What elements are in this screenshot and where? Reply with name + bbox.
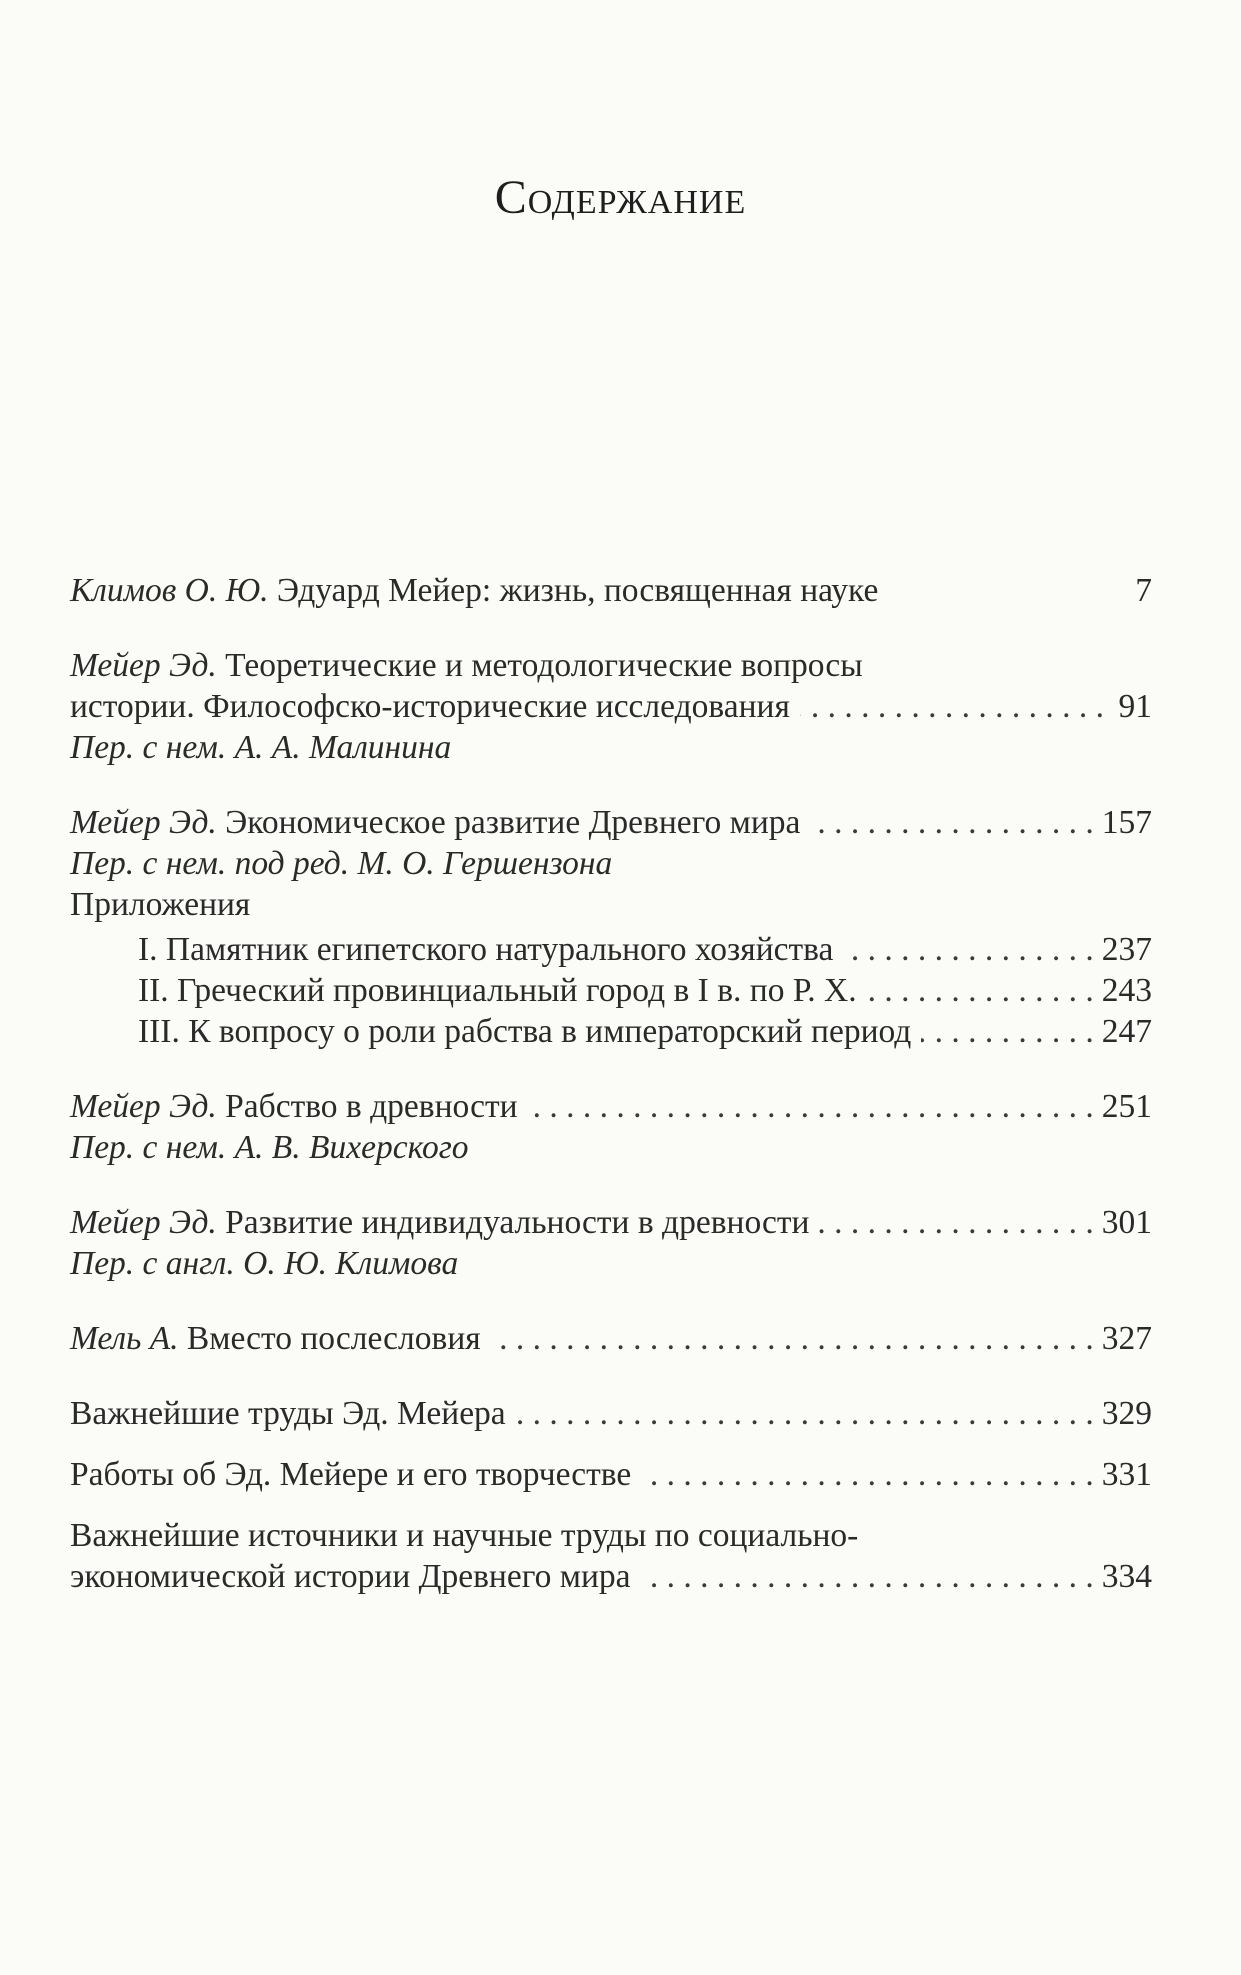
toc-line — [70, 1393, 1152, 1434]
toc-line — [70, 1202, 1152, 1243]
toc-translator: Пер. с нем. под ред. М. О. Гершензона — [70, 845, 613, 882]
toc-line — [70, 1515, 1152, 1556]
toc-translator: Пер. с нем. А. А. Малинина — [70, 729, 452, 766]
toc-leader-dots — [491, 1318, 1094, 1359]
toc-page-number: 7 — [1135, 572, 1152, 609]
toc-leader-dots — [810, 802, 1093, 843]
toc-appendix-title: III. К вопросу о роли рабства в императорский период — [138, 1013, 912, 1050]
toc-title-continued: истории. Философско-исторические исследования — [70, 688, 790, 725]
toc-line — [70, 645, 1152, 686]
toc-entry-theoretical-questions — [70, 645, 1152, 768]
toc-title-text: Важнейшие источники и научные труды по социально- — [70, 1517, 859, 1554]
toc-entry-economic-development — [70, 802, 1152, 1052]
toc-leader-dots — [800, 686, 1104, 727]
toc-appendix-item — [70, 929, 1152, 970]
toc-appendix-list — [70, 929, 1152, 1052]
toc-page-number: 331 — [1101, 1456, 1152, 1493]
toc-title-text: Работы об Эд. Мейере и его творчестве — [70, 1456, 632, 1493]
toc-author: Мейер Эд. — [70, 647, 217, 684]
toc-author: Климов О. Ю. — [70, 572, 269, 609]
toc-entry-title — [70, 1086, 518, 1127]
toc-title-text: Эдуард Мейер: жизнь, посвященная науке — [276, 572, 879, 609]
toc-leader-dots — [843, 929, 1093, 970]
toc-title-text: Важнейшие труды Эд. Мейера — [70, 1395, 506, 1432]
toc-title-text: Рабство в древности — [225, 1088, 518, 1125]
toc-entry-title — [70, 570, 878, 611]
toc-entry-title — [70, 645, 863, 686]
toc-leader-dots — [641, 1556, 1094, 1597]
toc-line — [70, 686, 1152, 727]
toc-leader-dots — [867, 970, 1094, 1011]
toc-entry-afterword — [70, 1318, 1152, 1359]
toc-entry-title — [70, 802, 800, 843]
toc-page-number: 157 — [1101, 804, 1152, 841]
toc-entry-individuality — [70, 1202, 1152, 1284]
toc-author: Мейер Эд. — [70, 1204, 217, 1241]
toc-line — [70, 1318, 1152, 1359]
toc-appendix-title: II. Греческий провинциальный город в I в. по Р. Х. — [138, 972, 857, 1009]
toc-line — [70, 1454, 1152, 1495]
toc-title-continued: экономической истории Древнего мира — [70, 1558, 631, 1595]
toc-page-number: 329 — [1101, 1395, 1152, 1432]
toc-title-text: Вместо послесловия — [186, 1320, 481, 1357]
toc-leader-dots — [528, 1086, 1094, 1127]
table-of-contents — [70, 570, 1152, 1597]
toc-line — [70, 802, 1152, 843]
toc-translator: Пер. с англ. О. Ю. Климова — [70, 1245, 459, 1282]
toc-page-number: 327 — [1101, 1320, 1152, 1357]
toc-leader-dots — [641, 1454, 1093, 1495]
toc-entry-main-works — [70, 1393, 1152, 1434]
toc-line — [70, 1556, 1152, 1597]
page-title: Содержание — [494, 171, 747, 224]
toc-title-text: Развитие индивидуальности в древности — [225, 1204, 810, 1241]
toc-page-number: 91 — [1118, 688, 1152, 725]
toc-page-number: 334 — [1101, 1558, 1152, 1595]
toc-author: Мейер Эд. — [70, 1088, 217, 1125]
toc-entry-klimov — [70, 570, 1152, 611]
toc-entry-works-about — [70, 1454, 1152, 1495]
toc-entry-title — [70, 1202, 809, 1243]
toc-title-text: Экономическое развитие Древнего мира — [225, 804, 801, 841]
toc-page-number: 243 — [1101, 972, 1152, 1009]
toc-appendix-item — [70, 970, 1152, 1011]
toc-line — [70, 570, 1152, 611]
toc-author: Мейер Эд. — [70, 804, 217, 841]
toc-title-text: Теоретические и методологические вопросы — [225, 647, 863, 684]
toc-author: Мель А. — [70, 1320, 179, 1357]
toc-leader-dots — [819, 1202, 1093, 1243]
toc-appendix-title: I. Памятник египетского натурального хозяйства — [138, 931, 834, 968]
toc-leader-dots — [921, 1011, 1093, 1052]
toc-page-number: 251 — [1101, 1088, 1152, 1125]
toc-entry-slavery — [70, 1086, 1152, 1168]
toc-line — [70, 1086, 1152, 1127]
toc-translator: Пер. с нем. А. В. Вихерского — [70, 1129, 469, 1166]
toc-appendix-item — [70, 1011, 1152, 1052]
toc-entry-sources — [70, 1515, 1152, 1597]
toc-page-number: 237 — [1101, 931, 1152, 968]
toc-page-number: 301 — [1101, 1204, 1152, 1241]
toc-leader-dots — [516, 1393, 1094, 1434]
toc-appendix-label: Приложения — [70, 886, 251, 923]
toc-entry-title — [70, 1318, 481, 1359]
toc-page-number: 247 — [1101, 1013, 1152, 1050]
